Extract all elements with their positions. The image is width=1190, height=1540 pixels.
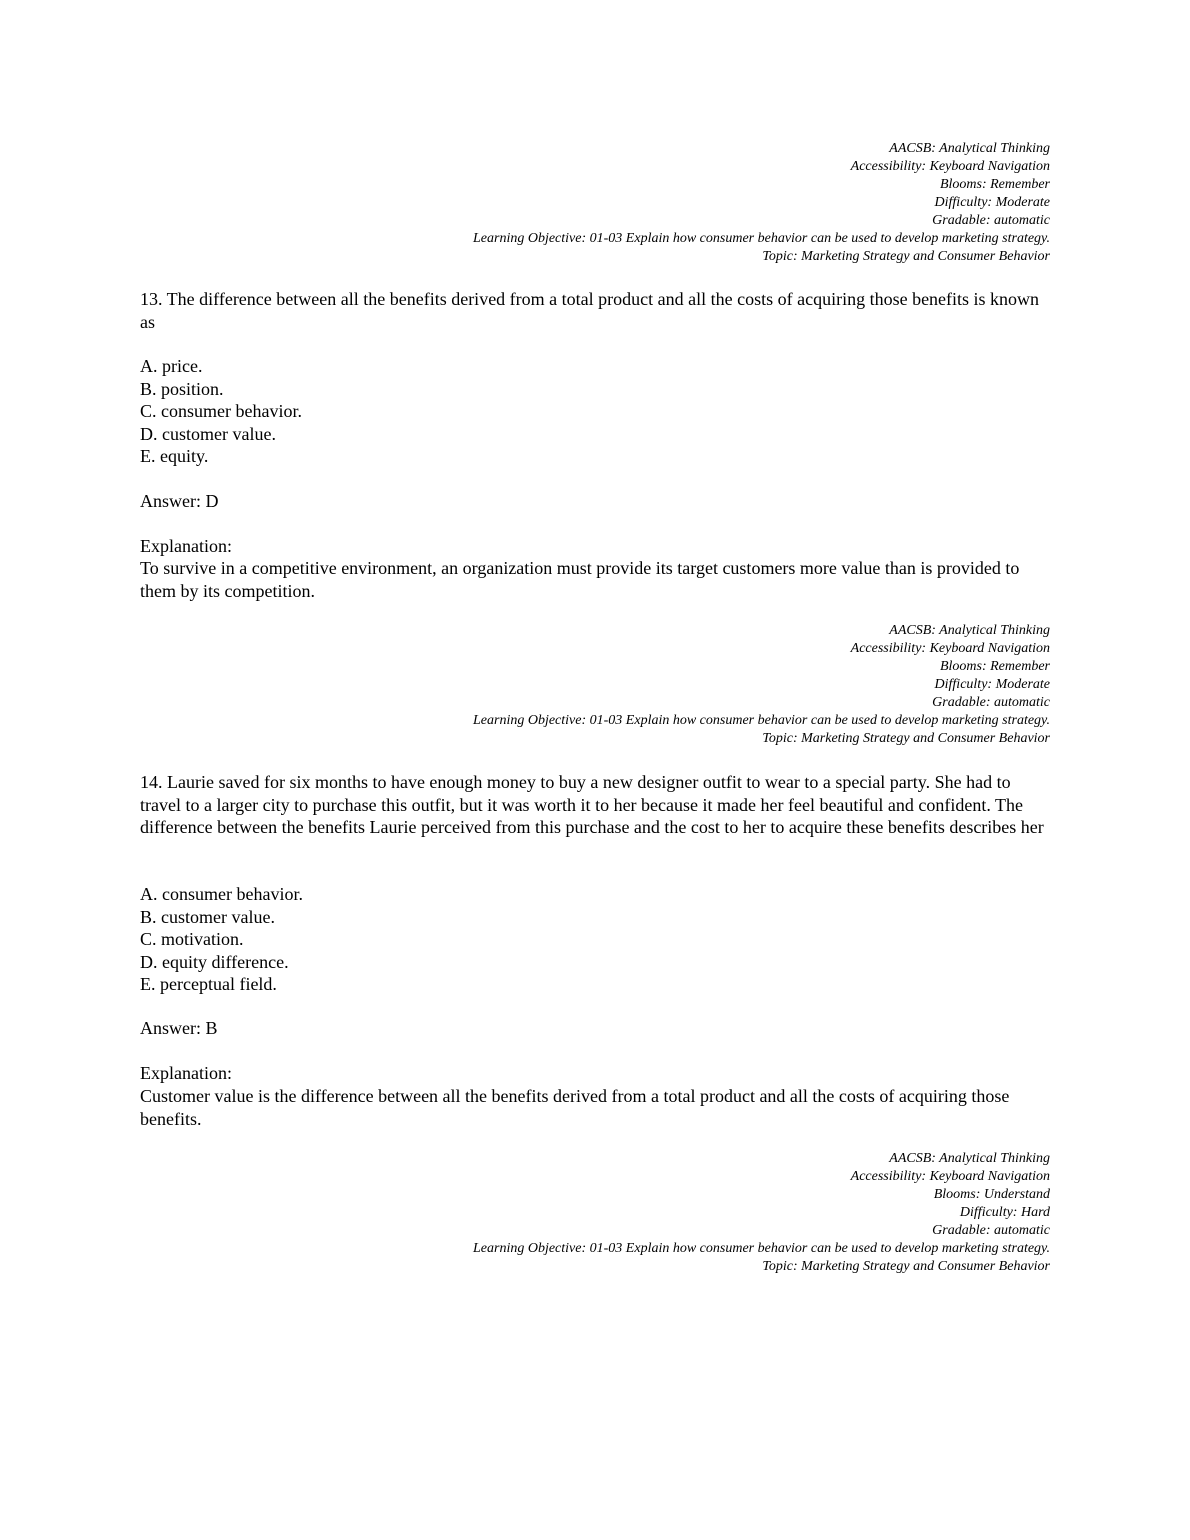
question-metadata (140, 622, 1050, 748)
blooms-tag: Blooms: Remember (939, 659, 1050, 674)
option-b: B. position. (140, 378, 224, 399)
topic-tag: Topic: Marketing Strategy and Consumer Behavior (762, 1259, 1050, 1274)
learning-objective-tag: Learning Objective: 01-03 Explain how consumer behavior can be used to develop marketing strategy. (473, 1241, 1050, 1256)
difficulty-tag: Difficulty: Moderate (934, 677, 1050, 692)
topic-tag: Topic: Marketing Strategy and Consumer Behavior (762, 249, 1050, 264)
option-a: A. consumer behavior. (140, 884, 303, 904)
option-b: B. customer value. (140, 906, 275, 927)
accessibility-tag: Accessibility: Keyboard Navigation (850, 641, 1050, 656)
option-e: E. perceptual field. (140, 974, 277, 995)
aacsb-tag: AACSB: Analytical Thinking (889, 141, 1050, 156)
option-c: C. consumer behavior. (140, 401, 302, 422)
answer-options (140, 355, 1050, 468)
gradable-tag: Gradable: automatic (932, 213, 1050, 228)
question-text: 13. The difference between all the benefits derived from a total product and all the costs of acquiring those benefits is known as (140, 289, 1040, 332)
accessibility-tag: Accessibility: Keyboard Navigation (850, 159, 1050, 174)
option-d: D. customer value. (140, 423, 276, 444)
explanation-text: Customer value is the difference between all the benefits derived from a total product and all the costs of acquiring those benefits. (140, 1086, 1010, 1129)
learning-objective-tag: Learning Objective: 01-03 Explain how consumer behavior can be used to develop marketing strategy. (473, 713, 1050, 728)
option-c: C. motivation. (140, 929, 244, 950)
gradable-tag: Gradable: automatic (932, 695, 1050, 710)
aacsb-tag: AACSB: Analytical Thinking (889, 623, 1050, 638)
question-metadata (140, 1150, 1050, 1276)
blooms-tag: Blooms: Understand (933, 1187, 1050, 1202)
accessibility-tag: Accessibility: Keyboard Navigation (850, 1169, 1050, 1184)
blooms-tag: Blooms: Remember (939, 177, 1050, 192)
topic-tag: Topic: Marketing Strategy and Consumer Behavior (762, 731, 1050, 746)
explanation-text: To survive in a competitive environment, an organization must provide its target customers more value than is provided to them by its competition. (140, 558, 1020, 601)
gradable-tag: Gradable: automatic (932, 1223, 1050, 1238)
option-e: E. equity. (140, 446, 209, 467)
explanation-label: Explanation: (140, 1063, 232, 1083)
question-text: 14. Laurie saved for six months to have enough money to buy a new designer outfit to wear to a special party. She had to travel to a larger city to purchase this outfit, but it was worth it to her because it made her feel beautiful and confident. The difference between the benefits Laurie perceived from this purchase and the cost to her to acquire these benefits describes her (140, 772, 1044, 838)
difficulty-tag: Difficulty: Moderate (934, 195, 1050, 210)
question-metadata (140, 140, 1050, 266)
explanation-label: Explanation: (140, 536, 232, 556)
document-page (140, 0, 1050, 1540)
option-a: A. price. (140, 356, 203, 376)
difficulty-tag: Difficulty: Hard (959, 1205, 1050, 1220)
learning-objective-tag: Learning Objective: 01-03 Explain how consumer behavior can be used to develop marketing strategy. (473, 231, 1050, 246)
answer-line: Answer: B (140, 1018, 218, 1038)
answer-options (140, 883, 1050, 996)
aacsb-tag: AACSB: Analytical Thinking (889, 1151, 1050, 1166)
option-d: D. equity difference. (140, 951, 289, 972)
answer-line: Answer: D (140, 491, 219, 511)
